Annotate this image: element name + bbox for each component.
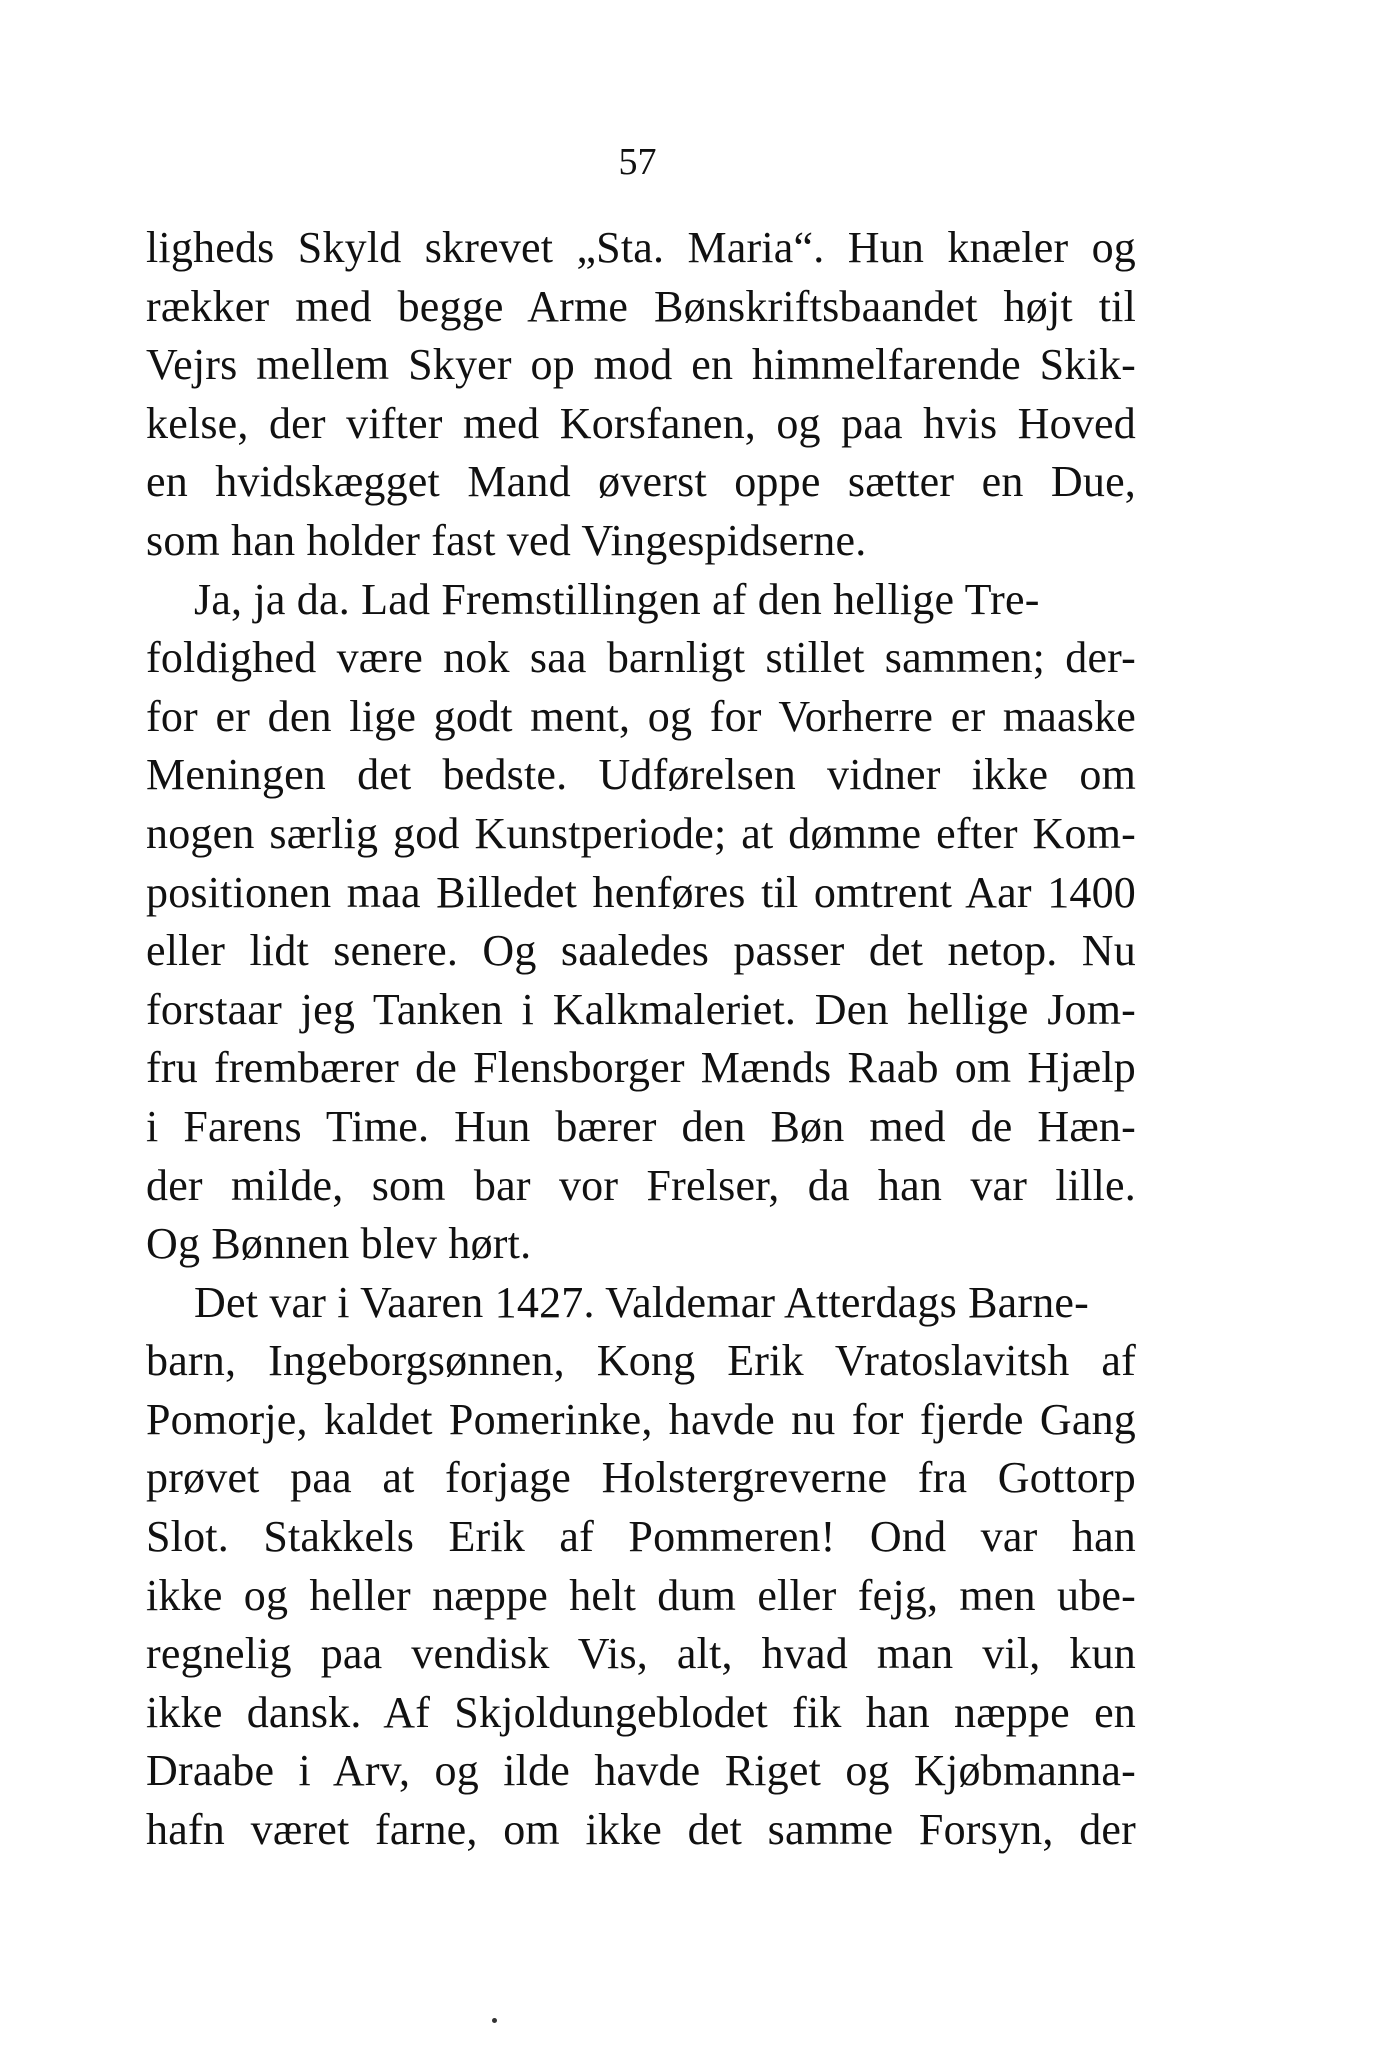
text-line: Det var i Vaaren 1427. Valdemar Atterdags Barne-: [194, 1277, 1090, 1327]
text-line: Og Bønnen blev hørt.: [146, 1219, 532, 1269]
text-line: en hvidskægget Mand øverst oppe sætter en Due,: [146, 457, 1136, 507]
text-line: ikke dansk. Af Skjoldungeblodet fik han næppe en: [146, 1687, 1136, 1737]
body-text: [146, 219, 1136, 1860]
text-line: Ja, ja da. Lad Fremstillingen af den hellige Tre-: [194, 574, 1040, 624]
text-line: fru frembærer de Flensborger Mænds Raab om Hjælp: [146, 1043, 1136, 1093]
text-line: Meningen det bedste. Udførelsen vidner ikke om: [146, 750, 1136, 800]
text-line: som han holder fast ved Vingespidserne.: [146, 515, 867, 565]
text-line: barn, Ingeborgsønnen, Kong Erik Vratoslavitsh af: [146, 1336, 1136, 1386]
text-line: kelse, der vifter med Korsfanen, og paa hvis Hoved: [146, 398, 1136, 448]
text-line: forstaar jeg Tanken i Kalkmaleriet. Den hellige Jom-: [146, 984, 1136, 1034]
text-line: Vejrs mellem Skyer op mod en himmelfarende Skik-: [146, 340, 1136, 390]
text-line: ikke og heller næppe helt dum eller fejg, men ube-: [146, 1570, 1136, 1620]
text-line: Pomorje, kaldet Pomerinke, havde nu for fjerde Gang: [146, 1394, 1136, 1444]
text-line: prøvet paa at forjage Holstergreverne fra Gottorp: [146, 1453, 1136, 1503]
text-line: Slot. Stakkels Erik af Pommeren! Ond var han: [146, 1512, 1136, 1562]
text-line: der milde, som bar vor Frelser, da han var lille.: [146, 1160, 1136, 1210]
text-line: i Farens Time. Hun bærer den Bøn med de Hæn-: [146, 1101, 1136, 1151]
page-number: 57: [618, 141, 657, 183]
text-line: hafn været farne, om ikke det samme Forsyn, der: [146, 1805, 1136, 1855]
text-line: for er den lige godt ment, og for Vorherre er maaske: [146, 691, 1136, 741]
text-line: eller lidt senere. Og saaledes passer det netop. Nu: [146, 926, 1136, 976]
text-line: regnelig paa vendisk Vis, alt, hvad man vil, kun: [146, 1629, 1136, 1679]
text-line: positionen maa Billedet henføres til omtrent Aar 1400: [146, 867, 1136, 917]
text-line: rækker med begge Arme Bønskriftsbaandet højt til: [146, 281, 1136, 331]
text-line: Draabe i Arv, og ilde havde Riget og Kjøbmanna-: [146, 1746, 1136, 1796]
print-speck: [492, 2018, 497, 2023]
text-line: foldighed være nok saa barnligt stillet sammen; der-: [146, 633, 1136, 683]
text-line: nogen særlig god Kunstperiode; at dømme efter Kom-: [146, 808, 1136, 858]
text-line: ligheds Skyld skrevet „Sta. Maria“. Hun knæler og: [146, 223, 1136, 272]
